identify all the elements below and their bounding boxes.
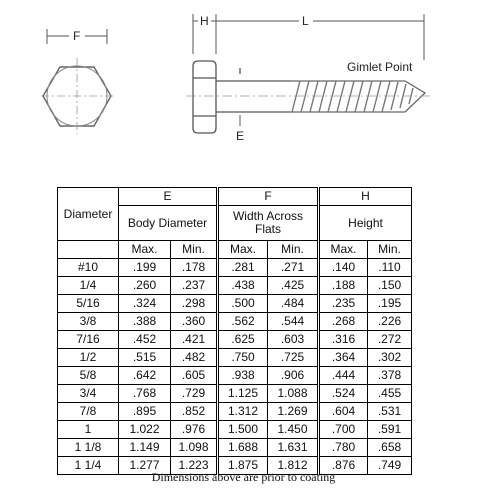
value-cell: 1.500 xyxy=(218,421,268,439)
footnote: Dimensions above are prior to coating xyxy=(151,470,336,484)
table-row xyxy=(58,259,412,277)
diameter-cell: 1 1/4 xyxy=(58,457,119,475)
dimension-l-label: L xyxy=(302,14,309,28)
value-cell: .749 xyxy=(368,457,412,475)
value-cell: .324 xyxy=(119,295,171,313)
value-cell: .438 xyxy=(218,277,268,295)
value-cell: .625 xyxy=(218,331,268,349)
minmax-cell: Max. xyxy=(319,241,368,259)
minmax-blank xyxy=(58,241,119,259)
minmax-cell: Min. xyxy=(368,241,412,259)
value-cell: .199 xyxy=(119,259,171,277)
value-cell: .316 xyxy=(319,331,368,349)
value-cell: .544 xyxy=(268,313,319,331)
value-cell: .750 xyxy=(218,349,268,367)
value-cell: .302 xyxy=(368,349,412,367)
minmax-cell: Min. xyxy=(171,241,218,259)
value-cell: .524 xyxy=(319,385,368,403)
value-cell: .425 xyxy=(268,277,319,295)
dimension-f-label: F xyxy=(73,29,81,43)
value-cell: .906 xyxy=(268,367,319,385)
value-cell: .140 xyxy=(319,259,368,277)
value-cell: .272 xyxy=(368,331,412,349)
dimension-e-label: E xyxy=(236,129,245,143)
value-cell: 1.088 xyxy=(268,385,319,403)
value-cell: .500 xyxy=(218,295,268,313)
value-cell: .455 xyxy=(368,385,412,403)
value-cell: .482 xyxy=(171,349,218,367)
table-row xyxy=(58,421,412,439)
table-row xyxy=(58,313,412,331)
value-cell: .364 xyxy=(319,349,368,367)
value-cell: .260 xyxy=(119,277,171,295)
diameter-cell: 5/16 xyxy=(58,295,119,313)
group-header-h: H xyxy=(319,188,412,206)
value-cell: .604 xyxy=(319,403,368,421)
gimlet-point-label: Gimlet Point xyxy=(347,60,413,74)
value-cell: 1.688 xyxy=(218,439,268,457)
value-cell: .378 xyxy=(368,367,412,385)
diameter-cell: #10 xyxy=(58,259,119,277)
value-cell: 1.149 xyxy=(119,439,171,457)
table-row xyxy=(58,349,412,367)
value-cell: 1.269 xyxy=(268,403,319,421)
value-cell: 1.098 xyxy=(171,439,218,457)
table-row xyxy=(58,277,412,295)
value-cell: 1.022 xyxy=(119,421,171,439)
diameter-cell: 1/4 xyxy=(58,277,119,295)
width-across-flats-header: Width Across Flats xyxy=(218,206,319,241)
value-cell: .268 xyxy=(319,313,368,331)
diameter-cell: 7/16 xyxy=(58,331,119,349)
value-cell: .895 xyxy=(119,403,171,421)
value-cell: .444 xyxy=(319,367,368,385)
value-cell: .188 xyxy=(319,277,368,295)
value-cell: .976 xyxy=(171,421,218,439)
minmax-row xyxy=(58,241,412,259)
table-row xyxy=(58,403,412,421)
value-cell: .421 xyxy=(171,331,218,349)
lag-screw-drawing xyxy=(0,0,487,185)
value-cell: 1.125 xyxy=(218,385,268,403)
minmax-cell: Max. xyxy=(119,241,171,259)
value-cell: .729 xyxy=(171,385,218,403)
diameter-header: Diameter xyxy=(58,188,119,241)
value-cell: .298 xyxy=(171,295,218,313)
table-body xyxy=(58,259,412,475)
value-cell: .700 xyxy=(319,421,368,439)
diameter-cell: 3/4 xyxy=(58,385,119,403)
value-cell: .603 xyxy=(268,331,319,349)
value-cell: .178 xyxy=(171,259,218,277)
group-header-row xyxy=(58,188,412,206)
value-cell: .195 xyxy=(368,295,412,313)
value-cell: .360 xyxy=(171,313,218,331)
value-cell: 1.223 xyxy=(171,457,218,475)
value-cell: .852 xyxy=(171,403,218,421)
dimension-h-label: H xyxy=(200,14,209,28)
value-cell: .876 xyxy=(319,457,368,475)
value-cell: .388 xyxy=(119,313,171,331)
value-cell: .110 xyxy=(368,259,412,277)
value-cell: .591 xyxy=(368,421,412,439)
hex-head-view xyxy=(41,58,113,134)
value-cell: 1.812 xyxy=(268,457,319,475)
value-cell: 1.631 xyxy=(268,439,319,457)
diameter-cell: 1 xyxy=(58,421,119,439)
value-cell: .658 xyxy=(368,439,412,457)
value-cell: 1.312 xyxy=(218,403,268,421)
value-cell: .605 xyxy=(171,367,218,385)
table-row xyxy=(58,295,412,313)
group-header-e: E xyxy=(119,188,218,206)
diameter-cell: 5/8 xyxy=(58,367,119,385)
value-cell: .235 xyxy=(319,295,368,313)
table-row xyxy=(58,367,412,385)
value-cell: .281 xyxy=(218,259,268,277)
table-row xyxy=(58,439,412,457)
value-cell: .452 xyxy=(119,331,171,349)
value-cell: .725 xyxy=(268,349,319,367)
minmax-cell: Min. xyxy=(268,241,319,259)
value-cell: .562 xyxy=(218,313,268,331)
value-cell: 1.875 xyxy=(218,457,268,475)
height-header: Height xyxy=(319,206,412,241)
group-header-f: F xyxy=(218,188,319,206)
value-cell: .237 xyxy=(171,277,218,295)
value-cell: .515 xyxy=(119,349,171,367)
diameter-cell: 7/8 xyxy=(58,403,119,421)
table-row xyxy=(58,385,412,403)
value-cell: 1.450 xyxy=(268,421,319,439)
diameter-cell: 1 1/8 xyxy=(58,439,119,457)
spec-table xyxy=(57,187,412,475)
table-row xyxy=(58,331,412,349)
diameter-cell: 3/8 xyxy=(58,313,119,331)
diameter-cell: 1/2 xyxy=(58,349,119,367)
value-cell: .938 xyxy=(218,367,268,385)
value-cell: .150 xyxy=(368,277,412,295)
minmax-cell: Max. xyxy=(218,241,268,259)
value-cell: .768 xyxy=(119,385,171,403)
value-cell: .642 xyxy=(119,367,171,385)
value-cell: 1.277 xyxy=(119,457,171,475)
dimension-l xyxy=(216,14,424,60)
value-cell: .271 xyxy=(268,259,319,277)
value-cell: .484 xyxy=(268,295,319,313)
value-cell: .226 xyxy=(368,313,412,331)
value-cell: .531 xyxy=(368,403,412,421)
thread-lines xyxy=(292,81,413,112)
body-diameter-header: Body Diameter xyxy=(119,206,218,241)
value-cell: .780 xyxy=(319,439,368,457)
